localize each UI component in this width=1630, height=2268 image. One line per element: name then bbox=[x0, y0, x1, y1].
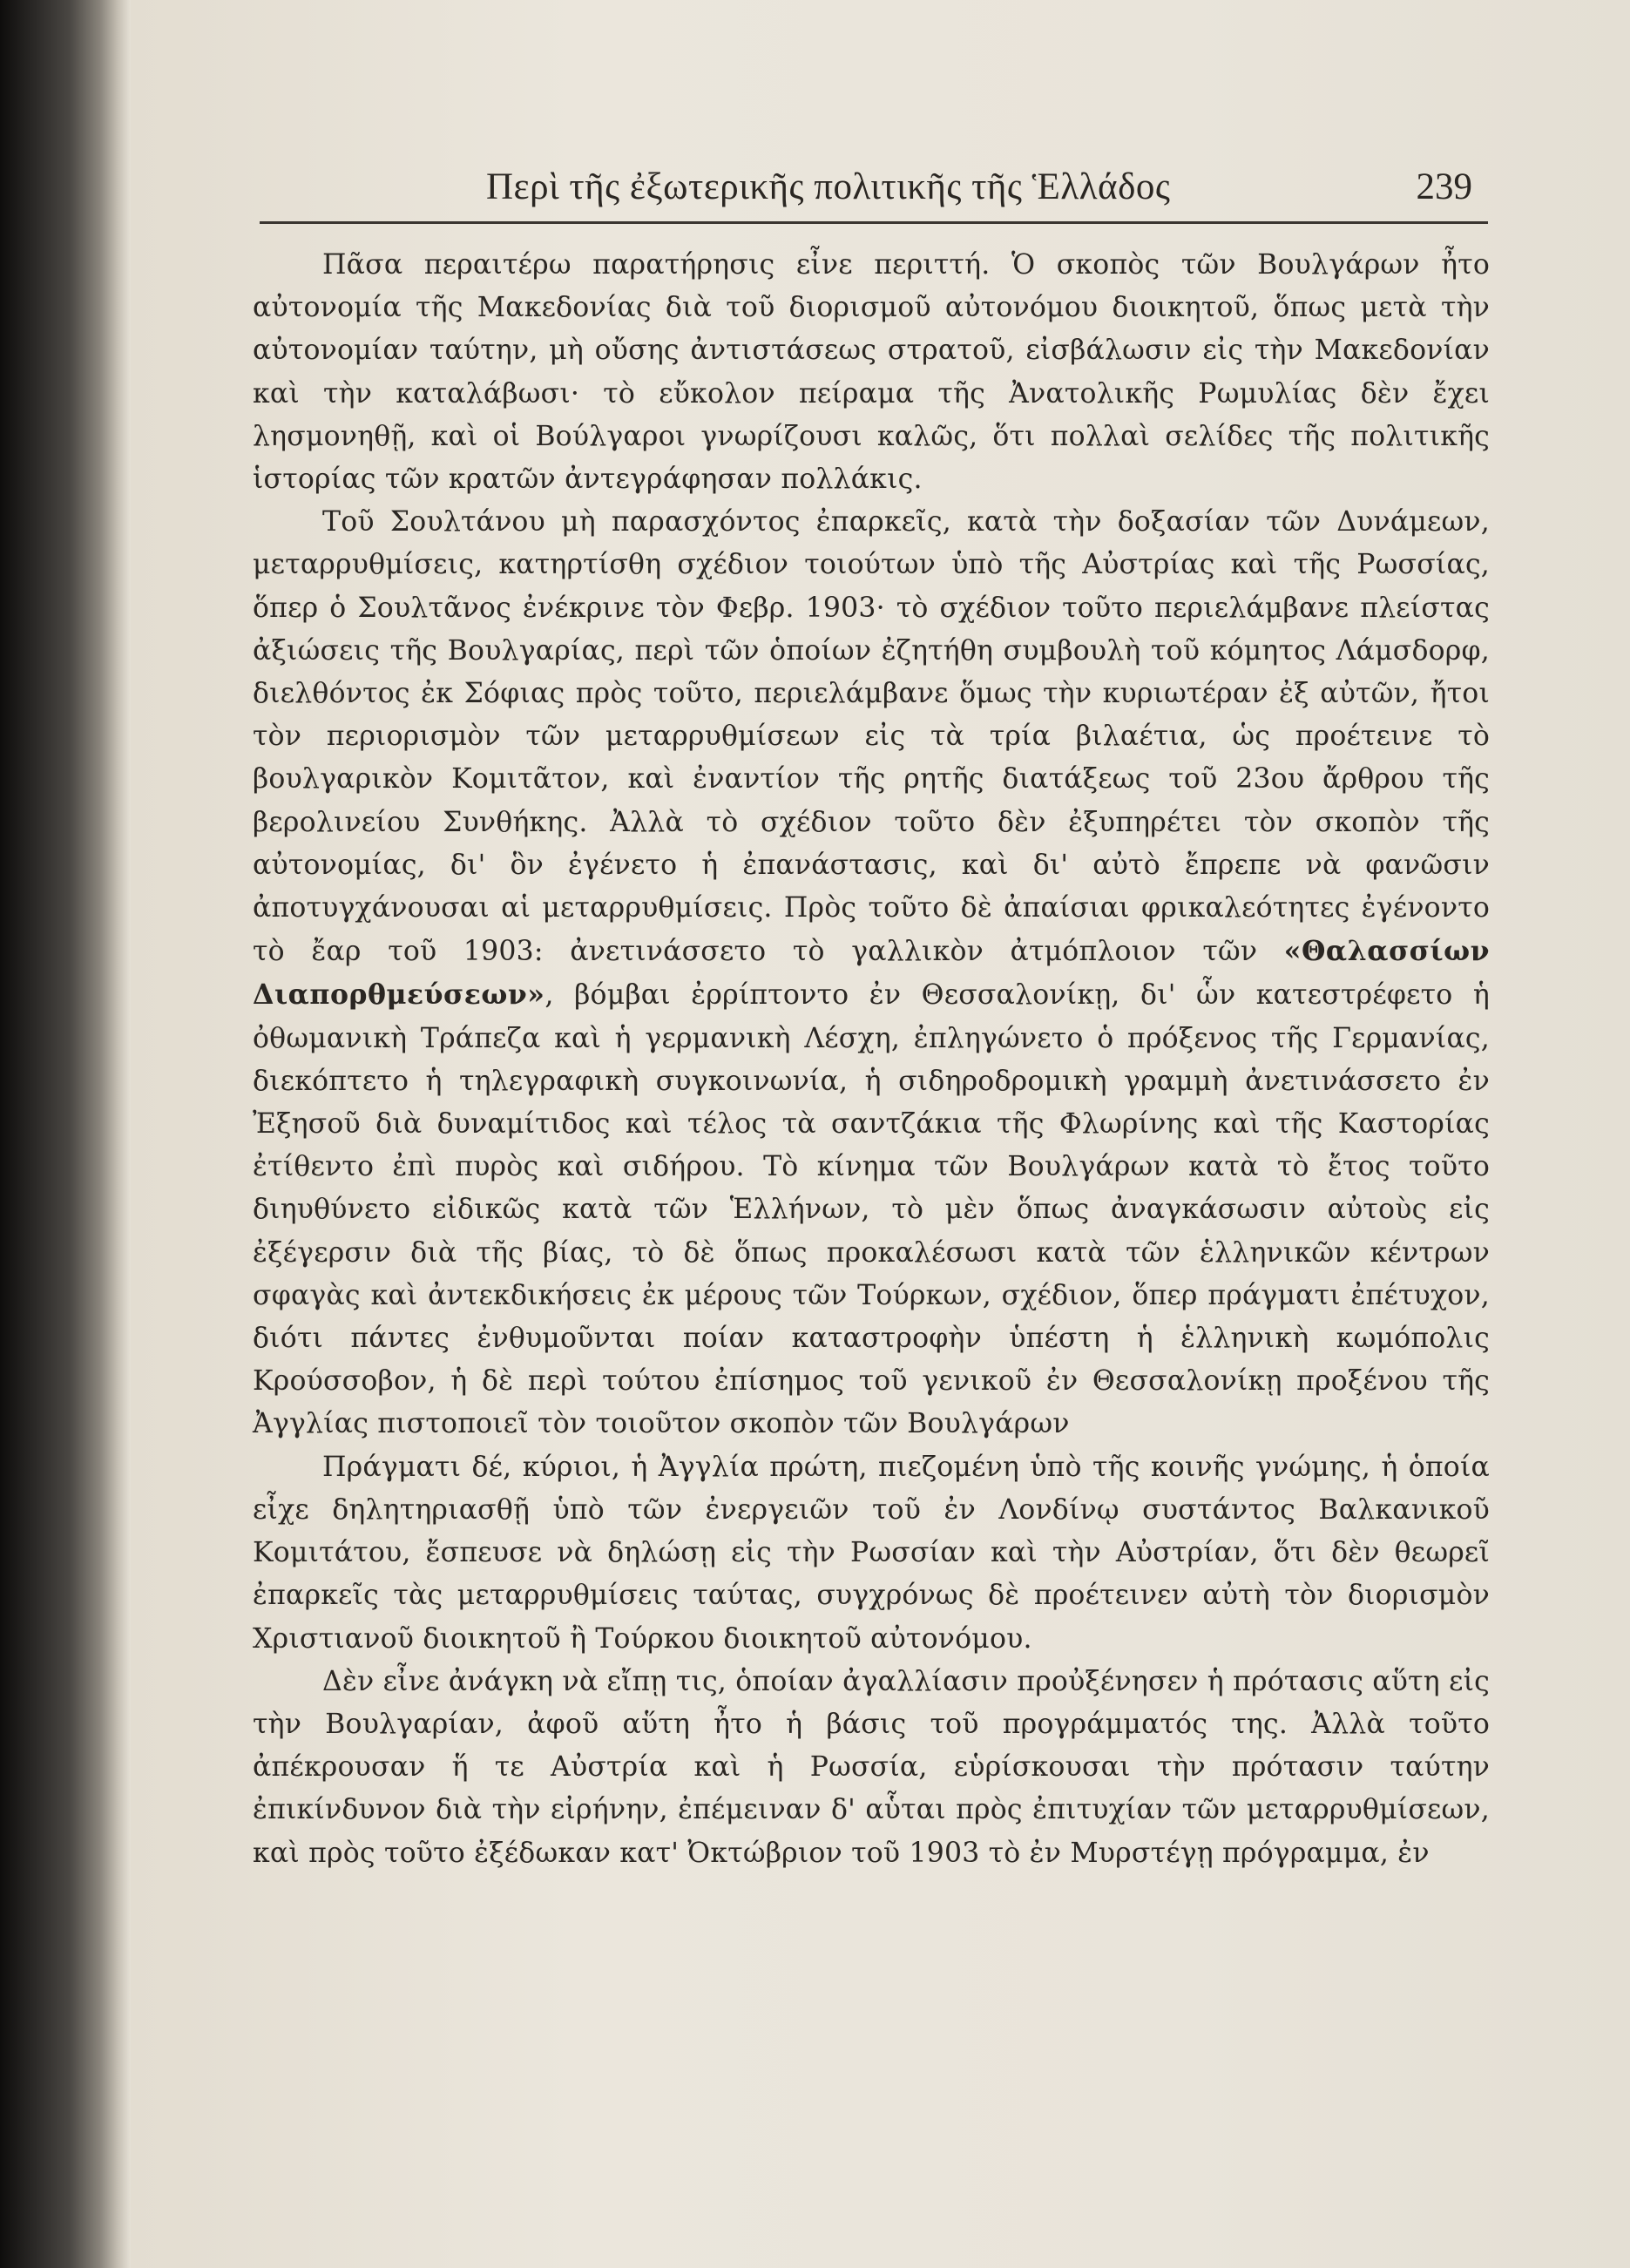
book-binding-shadow bbox=[0, 0, 131, 2268]
paragraph-4-text: Δὲν εἶνε ἀνάγκη νὰ εἴπῃ τις, ὁποίαν ἀγαλλίασιν προὐξένησεν ἡ πρότασις αὕτη εἰς τὴν Βουλγαρίαν, ἀφοῦ αὕτη ἦτο ἡ βάσις τοῦ προγράμματός της. Ἀλλὰ τοῦτο ἀπέκρουσαν ἥ τε Αὐστρία καὶ ἡ Ρωσσία, εὑρίσκουσαι τὴν πρότασιν ταύτην ἐπικίνδυνον διὰ τὴν εἰρήνην, ἐπέμειναν δ' αὗται πρὸς ἐπιτυχίαν τῶν μεταρρυθμίσεων, καὶ πρὸς τοῦτο ἐξέδωκαν κατ' Ὀκτώβριον τοῦ 1903 τὸ ἐν Μυρστέγῃ πρόγραμμα, ἐν bbox=[253, 1665, 1490, 1869]
paragraph-1 bbox=[253, 244, 1490, 501]
paragraph-4 bbox=[253, 1661, 1490, 1875]
paragraph-2-text-after: , βόμβαι ἐρρίπτοντο ἐν Θεσσαλονίκῃ, δι' ὧν κατεστρέφετο ἡ ὀθωμανικὴ Τράπεζα καὶ ἡ γερμανικὴ Λέσχη, ἐπληγώνετο ὁ πρόξενος τῆς Γερμανίας, διεκόπτετο ἡ τηλεγραφικὴ συγκοινωνία, ἡ σιδηροδρομικὴ γραμμὴ ἀνετινάσσετο ἐν Ἐξησοῦ διὰ δυναμίτιδος καὶ τέλος τὰ σαντζάκια τῆς Φλωρίνης καὶ τῆς Καστορίας ἐτίθεντο ἐπὶ πυρὸς καὶ σιδήρου. Τὸ κίνημα τῶν Βουλγάρων κατὰ τὸ ἔτος τοῦτο διηυθύνετο εἰδικῶς κατὰ τῶν Ἑλλήνων, τὸ μὲν ὅπως ἀναγκάσωσιν αὐτοὺς εἰς ἐξέγερσιν διὰ τῆς βίας, τὸ δὲ ὅπως προκαλέσωσι κατὰ τῶν ἑλληνικῶν κέντρων σφαγὰς καὶ ἀντεκδικήσεις ἐκ μέρους τῶν Τούρκων, σχέδιον, ὅπερ πράγματι ἐπέτυχον, διότι πάντες ἐνθυμοῦνται ποίαν καταστροφὴν ὑπέστη ἡ ἑλληνικὴ κωμόπολις Κρούσσοβον, ἡ δὲ περὶ τούτου ἐπίσημος τοῦ γενικοῦ ἐν Θεσσαλονίκῃ προξένου τῆς Ἀγγλίας πιστοποιεῖ τὸν τοιοῦτον σκοπὸν τῶν Βουλγάρων bbox=[253, 979, 1490, 1440]
running-title: Περὶ τῆς ἐξωτερικῆς πολιτικῆς τῆς Ἑλλάδος bbox=[486, 166, 1171, 207]
book-page bbox=[131, 0, 1630, 2268]
paragraph-2 bbox=[253, 501, 1490, 1445]
paragraph-1-text: Πᾶσα περαιτέρω παρατήρησις εἶνε περιττή. Ὁ σκοπὸς τῶν Βουλγάρων ἦτο αὐτονομία τῆς Μακεδονίας διὰ τοῦ διορισμοῦ αὐτονόμου διοικητοῦ, ὅπως μετὰ τὴν αὐτονομίαν ταύτην, μὴ οὔσης ἀντιστάσεως στρατοῦ, εἰσβάλωσιν εἰς τὴν Μακεδονίαν καὶ τὴν καταλάβωσι· τὸ εὔκολον πείραμα τῆς Ἀνατολικῆς Ρωμυλίας δὲν ἔχει λησμονηθῇ, καὶ οἱ Βούλγαροι γνωρίζουσι καλῶς, ὅτι πολλαὶ σελίδες τῆς πολιτικῆς ἱστορίας τῶν κρατῶν ἀντεγράφησαν πολλάκις. bbox=[253, 249, 1490, 496]
body-text bbox=[253, 244, 1490, 1875]
paragraph-3-text: Πράγματι δέ, κύριοι, ἡ Ἀγγλία πρώτη, πιεζομένη ὑπὸ τῆς κοινῆς γνώμης, ἡ ὁποία εἶχε δηλητηριασθῇ ὑπὸ τῶν ἐνεργειῶν τοῦ ἐν Λονδίνῳ συστάντος Βαλκανικοῦ Κομιτάτου, ἔσπευσε νὰ δηλώσῃ εἰς τὴν Ρωσσίαν καὶ τὴν Αὐστρίαν, ὅτι δὲν θεωρεῖ ἐπαρκεῖς τὰς μεταρρυθμίσεις ταύτας, συγχρόνως δὲ προέτεινεν αὐτὴ τὸν διορισμὸν Χριστιανοῦ διοικητοῦ ἢ Τούρκου διοικητοῦ αὐτονόμου. bbox=[253, 1451, 1490, 1655]
header-rule bbox=[260, 221, 1488, 224]
paragraph-2-emphasis: «Θαλασσίων Διαπορθμεύσεων» bbox=[253, 935, 1490, 1012]
running-header bbox=[260, 161, 1490, 213]
paragraph-3 bbox=[253, 1446, 1490, 1661]
page-number: 239 bbox=[1416, 166, 1472, 207]
paragraph-2-text-before: Τοῦ Σουλτάνου μὴ παρασχόντος ἐπαρκεῖς, κατὰ τὴν δοξασίαν τῶν Δυνάμεων, μεταρρυθμίσεις, κατηρτίσθη σχέδιον τοιούτων ὑπὸ τῆς Αὐστρίας καὶ τῆς Ρωσσίας, ὅπερ ὁ Σουλτᾶνος ἐνέκρινε τὸν Φεβρ. 1903· τὸ σχέδιον τοῦτο περιελάμβανε πλείστας ἀξιώσεις τῆς Βουλγαρίας, περὶ τῶν ὁποίων ἐζητήθη συμβουλὴ τοῦ κόμητος Λάμσδορφ, διελθόντος ἐκ Σόφιας πρὸς τοῦτο, περιελάμβανε ὅμως τὴν κυριωτέραν ἐξ αὐτῶν, ἤτοι τὸν περιορισμὸν τῶν μεταρρυθμίσεων εἰς τὰ τρία βιλαέτια, ὡς προέτεινε τὸ βουλγαρικὸν Κομιτᾶτον, καὶ ἐναντίον τῆς ρητῆς διατάξεως τοῦ 23ου ἄρθρου τῆς βερολινείου Συνθήκης. Ἀλλὰ τὸ σχέδιον τοῦτο δὲν ἐξυπηρέτει τὸν σκοπὸν τῆς αὐτονομίας, δι' ὃν ἐγένετο ἡ ἐπανάστασις, καὶ δι' αὐτὸ ἔπρεπε νὰ φανῶσιν ἀποτυγχάνουσαι αἱ μεταρρυθμίσεις. Πρὸς τοῦτο δὲ ἀπαίσιαι φρικαλεότητες ἐγένοντο τὸ ἔαρ τοῦ 1903: ἀνετινάσσετο τὸ γαλλικὸν ἀτμόπλοιον τῶν bbox=[253, 506, 1490, 968]
